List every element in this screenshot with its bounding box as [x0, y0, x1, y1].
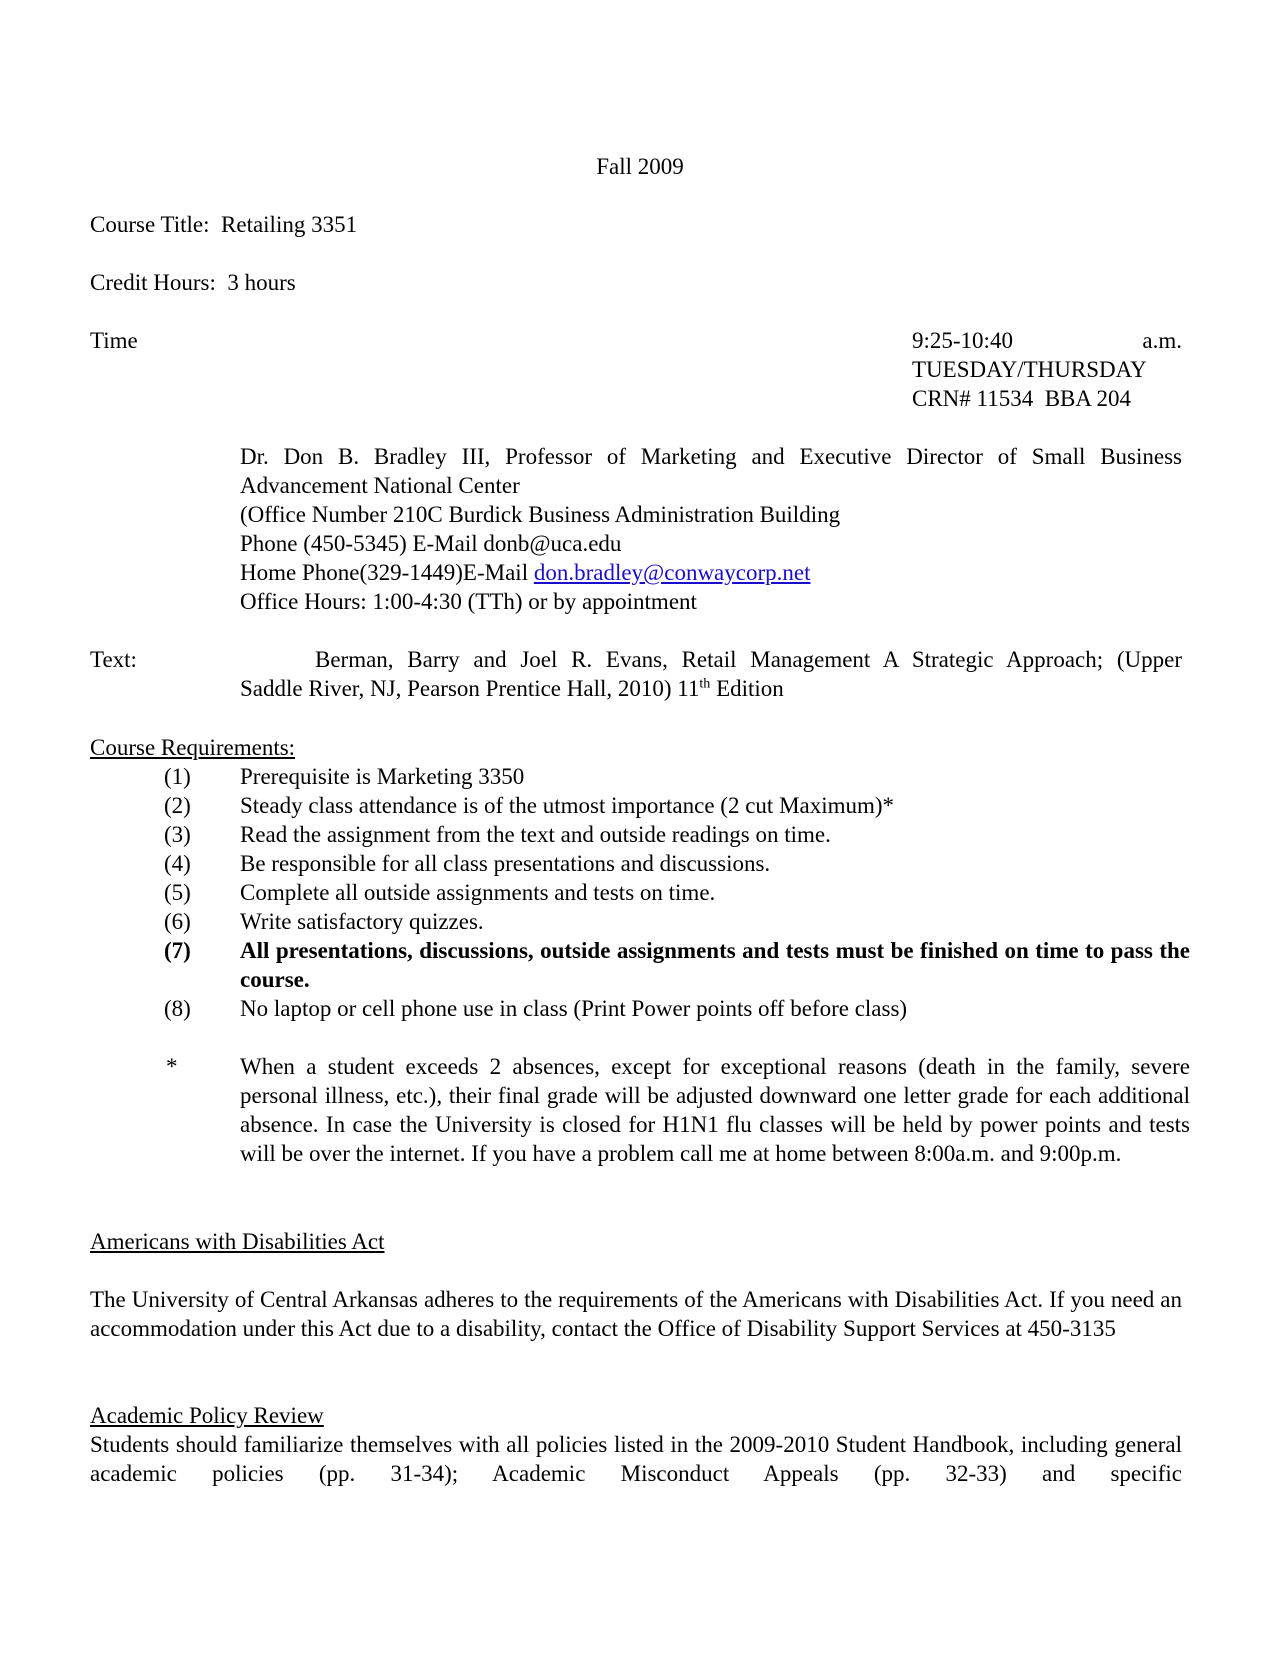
instructor-home-phone: Home Phone(329-1449)E-Mail — [240, 560, 534, 585]
item-number: (6) — [164, 909, 191, 934]
time-block — [912, 326, 1182, 413]
text-label: Text: — [90, 647, 137, 672]
item-text: Prerequisite is Marketing 3350 — [240, 764, 525, 789]
item-number: (4) — [164, 851, 191, 876]
item-number: (8) — [164, 996, 191, 1021]
list-item — [90, 762, 1190, 791]
instructor-office: (Office Number 210C Burdick Business Administration Building — [240, 502, 841, 527]
item-text: Complete all outside assignments and tests on time. — [240, 880, 716, 905]
requirements-heading: Course Requirements: — [90, 735, 296, 760]
list-item — [90, 994, 1190, 1023]
instructor-name: Dr. Don B. Bradley III, Professor of Marketing and Executive Director of Small Business Advancement National Center — [240, 444, 1182, 498]
ada-heading: Americans with Disabilities Act — [90, 1229, 385, 1254]
instructor-phone: Phone (450-5345) E-Mail donb@uca.edu — [240, 531, 622, 556]
policy-body: Students should familiarize themselves with all policies listed in the 2009-2010 Student Handbook, including general academic policies (pp. 31-34); Academic Misconduct Appeals (pp. 32-33) and specific — [90, 1432, 1182, 1486]
course-title-row — [90, 210, 357, 239]
credit-hours-label: Credit Hours: — [90, 270, 216, 295]
time-ampm: a.m. — [1142, 328, 1182, 353]
list-item — [90, 820, 1190, 849]
textbook-line-1: Berman, Barry and Joel R. Evans, Retail Management A Strategic Approach; (Upper — [315, 647, 1182, 672]
credit-hours-value: 3 hours — [227, 270, 296, 295]
footnote-mark: * — [166, 1054, 178, 1079]
instructor-office-hours: Office Hours: 1:00-4:30 (TTh) or by appointment — [240, 589, 697, 614]
list-item — [90, 849, 1190, 878]
time-crn: CRN# 11534 — [912, 386, 1034, 411]
item-text: Write satisfactory quizzes. — [240, 909, 484, 934]
time-label: Time — [90, 328, 138, 353]
time-hours: 9:25-10:40 — [912, 328, 1013, 353]
instructor-home-email-link[interactable]: don.bradley@conwaycorp.net — [533, 560, 811, 585]
semester-heading: Fall 2009 — [596, 154, 684, 179]
textbook-line-2 — [240, 674, 784, 703]
footnote-row — [90, 1052, 1190, 1168]
list-item — [90, 791, 1190, 820]
list-item — [90, 936, 1190, 994]
credit-hours-row — [90, 268, 296, 297]
item-number: (2) — [164, 793, 191, 818]
instructor-home-row — [240, 558, 810, 587]
course-title-value: Retailing 3351 — [221, 212, 358, 237]
item-text: Read the assignment from the text and outside readings on time. — [240, 822, 831, 847]
time-room: BBA 204 — [1044, 386, 1131, 411]
textbook-citation: Saddle River, NJ, Pearson Prentice Hall, 2010) 11 — [240, 676, 700, 701]
list-item — [90, 907, 1190, 936]
attendance-footnote — [90, 1052, 1190, 1168]
time-days: TUESDAY/THURSDAY — [912, 357, 1147, 382]
item-number: (1) — [164, 764, 191, 789]
item-text: Steady class attendance is of the utmost importance (2 cut Maximum)* — [240, 793, 895, 818]
item-number: (5) — [164, 880, 191, 905]
textbook-edition: Edition — [710, 676, 784, 701]
edition-superscript: th — [699, 676, 711, 692]
requirements-list — [90, 762, 1190, 1023]
item-number: (7) — [164, 938, 191, 963]
footnote-text: When a student exceeds 2 absences, except for exceptional reasons (death in the family, severe personal illness, etc.), their final grade will be adjusted downward one letter grade for each additional absence. In case the University is closed for H1N1 flu classes will be held by power points and tests will be over the internet. If you have a problem call me at home between 8:00a.m. and 9:00p.m. — [240, 1054, 1190, 1166]
ada-body: The University of Central Arkansas adheres to the requirements of the Americans with Disabilities Act. If you need an accommodation under this Act due to a disability, contact the Office of Disability Support Services at 450-3135 — [90, 1287, 1182, 1341]
item-text: Be responsible for all class presentations and discussions. — [240, 851, 771, 876]
policy-heading: Academic Policy Review — [90, 1403, 324, 1428]
item-number: (3) — [164, 822, 191, 847]
item-text: All presentations, discussions, outside assignments and tests must be finished on time to pass the course. — [240, 938, 1190, 992]
item-text: No laptop or cell phone use in class (Print Power points off before class) — [240, 996, 908, 1021]
course-title-label: Course Title: — [90, 212, 210, 237]
list-item — [90, 878, 1190, 907]
